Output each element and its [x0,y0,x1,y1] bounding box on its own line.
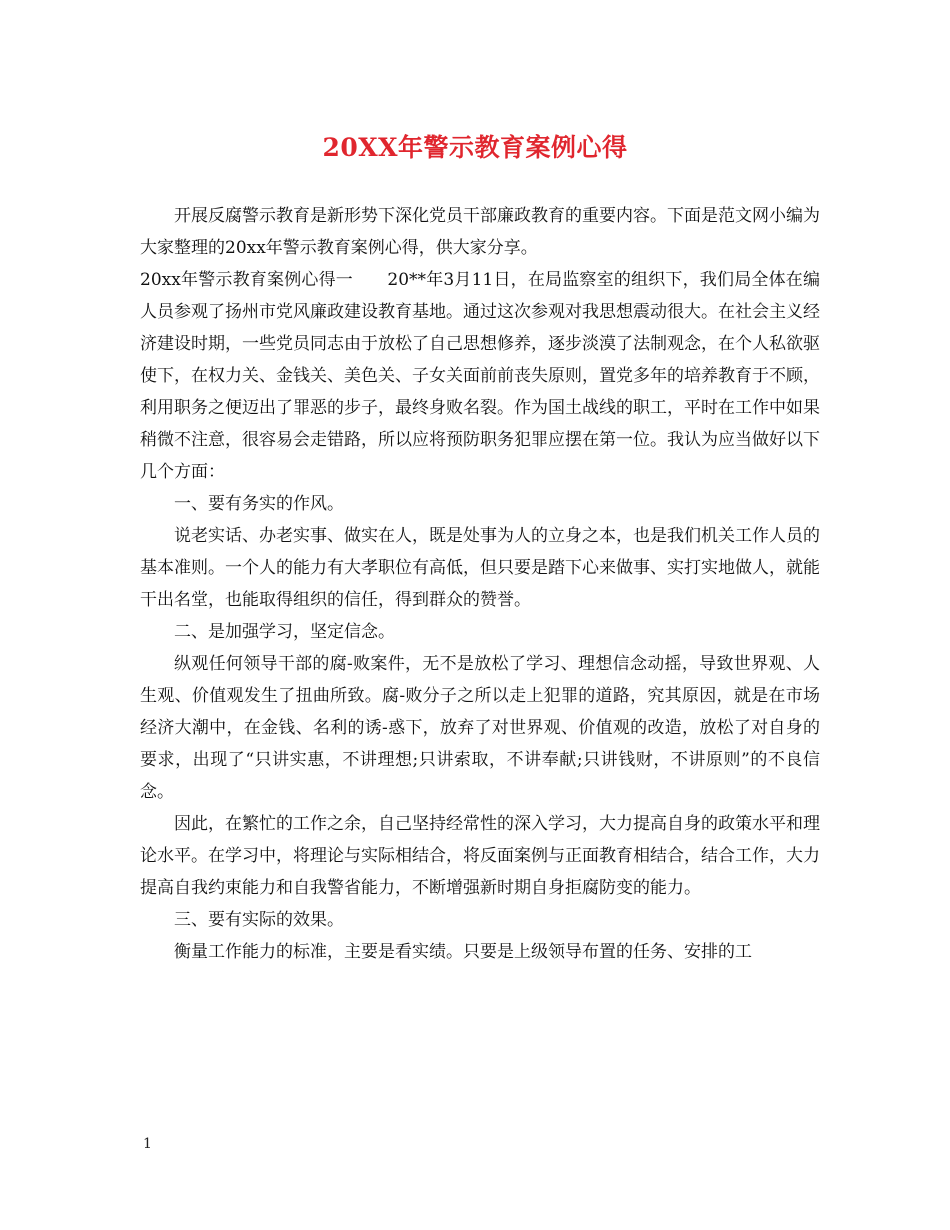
paragraph-point-two-a: 纵观任何领导干部的腐-败案件，无不是放松了学习、理想信念动摇，导致世界观、人生观、价值观发生了扭曲所致。腐-败分子之所以走上犯罪的道路，究其原因，就是在市场经济大潮中，在金钱、名利的诱-惑下，放弃了对世界观、价值观的改造，放松了对自身的要求，出现了“只讲实惠，不讲理想;只讲索取，不讲奉献;只讲钱财，不讲原则”的不良信念。 [140,654,820,802]
paragraph-intro: 开展反腐警示教育是新形势下深化党员干部廉政教育的重要内容。下面是范文网小编为大家整理的20xx年警示教育案例心得，供大家分享。 [140,206,820,258]
paragraph-point-one: 说老实话、办老实事、做实在人，既是处事为人的立身之本，也是我们机关工作人员的基本准则。一个人的能力有大孝职位有高低，但只要是踏下心来做事、实打实地做人，就能干出名堂，也能取得组织的信任，得到群众的赞誉。 [140,526,820,610]
heading-point-two: 二、是加强学习，坚定信念。 [174,622,395,642]
paragraph-point-two-b: 因此，在繁忙的工作之余，自己坚持经常性的深入学习，大力提高自身的政策水平和理论水平。在学习中，将理论与实际相结合，将反面案例与正面教育相结合，结合工作，大力提高自我约束能力和自我警省能力，不断增强新时期自身拒腐防变的能力。 [140,814,820,898]
paragraph-case-one: 20xx年警示教育案例心得一 20**年3月11日，在局监察室的组织下，我们局全体在编人员参观了扬州市党风廉政建设教育基地。通过这次参观对我思想震动很大。在社会主义经济建设时期，一些党员同志由于放松了自己思想修养，逐步淡漠了法制观念，在个人私欲驱使下，在权力关、金钱关、美色关、子女关面前前丧失原则，置党多年的培养教育于不顾，利用职务之便迈出了罪恶的步子，最终身败名裂。作为国土战线的职工，平时在工作中如果稍微不注意，很容易会走错路，所以应将预防职务犯罪应摆在第一位。我认为应当做好以下几个方面： [140,270,820,482]
document-title: 20XX年警示教育案例心得 [322,133,628,162]
page-number: 1 [143,1136,152,1152]
document-body [140,200,820,968]
paragraph-point-three: 衡量工作能力的标准，主要是看实绩。只要是上级领导布置的任务、安排的工 [174,942,752,962]
heading-point-three: 三、要有实际的效果。 [174,910,344,930]
heading-point-one: 一、要有务实的作风。 [174,494,344,514]
